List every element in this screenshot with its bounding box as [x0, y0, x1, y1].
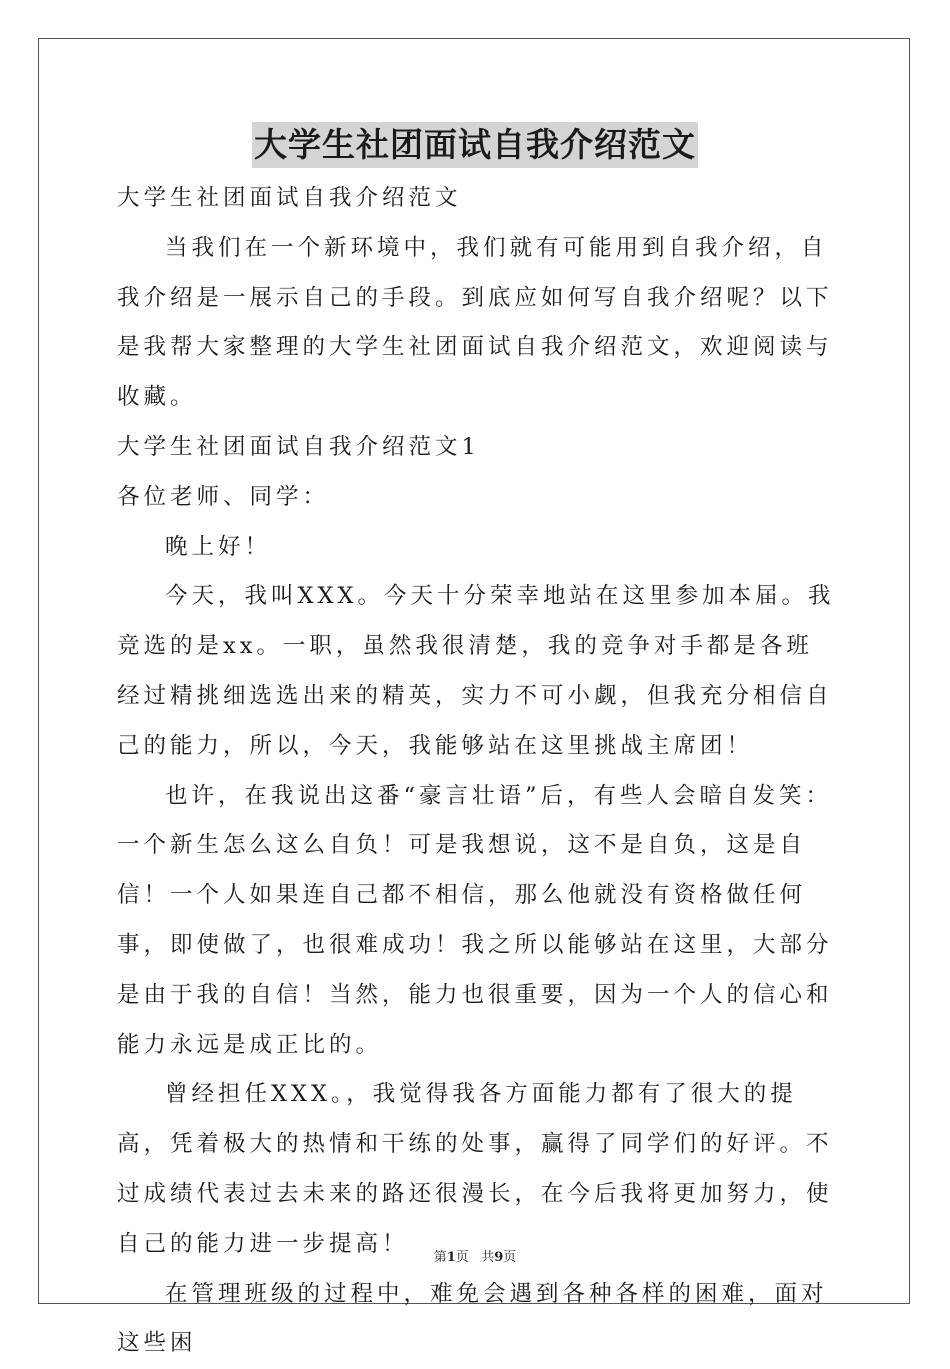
- paragraph-body: 也许，在我说出这番“豪言壮语”后，有些人会暗自发笑：一个新生怎么这么自负！可是我想说，这不是自负，这是自信！一个人如果连自己都不相信，那么他就没有资格做任何事，即使做了，也很难成功！我之所以能够站在这里，大部分是由于我的自信！当然，能力也很重要，因为一个人的信心和能力永远是成正比的。: [117, 782, 833, 1058]
- footer-page-suffix: 页: [455, 1250, 469, 1265]
- paragraph-greeting: 晚上好！: [165, 533, 272, 560]
- footer-total-prefix: 共: [481, 1250, 495, 1265]
- paragraph-salutation: 各位老师、同学：: [117, 483, 330, 510]
- footer-page-prefix: 第: [433, 1250, 447, 1265]
- footer-page-number: 1: [446, 1250, 456, 1265]
- document-body: [117, 174, 835, 1369]
- paragraph-body: 今天，我叫XXX。今天十分荣幸地站在这里参加本届。我竞选的是xx。一职，虽然我很清楚，我的竞争对手都是各班经过精挑细选选出来的精英，实力不可小觑，但我充分相信自己的能力，所以，今天，我能够站在这里挑战主席团！: [117, 583, 835, 759]
- paragraph-subtitle: 大学生社团面试自我介绍范文: [117, 185, 462, 211]
- paragraph-intro: 当我们在一个新环境中，我们就有可能用到自我介绍，自我介绍是一展示自己的手段。到底应如何写自我介绍呢？以下是我帮大家整理的大学生社团面试自我介绍范文，欢迎阅读与收藏。: [117, 234, 833, 411]
- footer-total-suffix: 页: [503, 1250, 517, 1265]
- paragraph-body: 在管理班级的过程中，难免会遇到各种各样的困难，面对这些困: [117, 1280, 828, 1357]
- paragraph-body: 曾经担任XXX。，我觉得我各方面能力都有了很大的提高，凭着极大的热情和干练的处事，赢得了同学们的好评。不过成绩代表过去未来的路还很漫长，在今后我将更加努力，使自己的能力进一步提高！: [117, 1081, 833, 1257]
- page-footer: [0, 1246, 950, 1265]
- document-title-wrap: [0, 122, 950, 168]
- document-title: 大学生社团面试自我介绍范文: [252, 122, 698, 168]
- paragraph-section-heading: 大学生社团面试自我介绍范文1: [117, 433, 480, 460]
- footer-total-pages: 9: [494, 1250, 504, 1265]
